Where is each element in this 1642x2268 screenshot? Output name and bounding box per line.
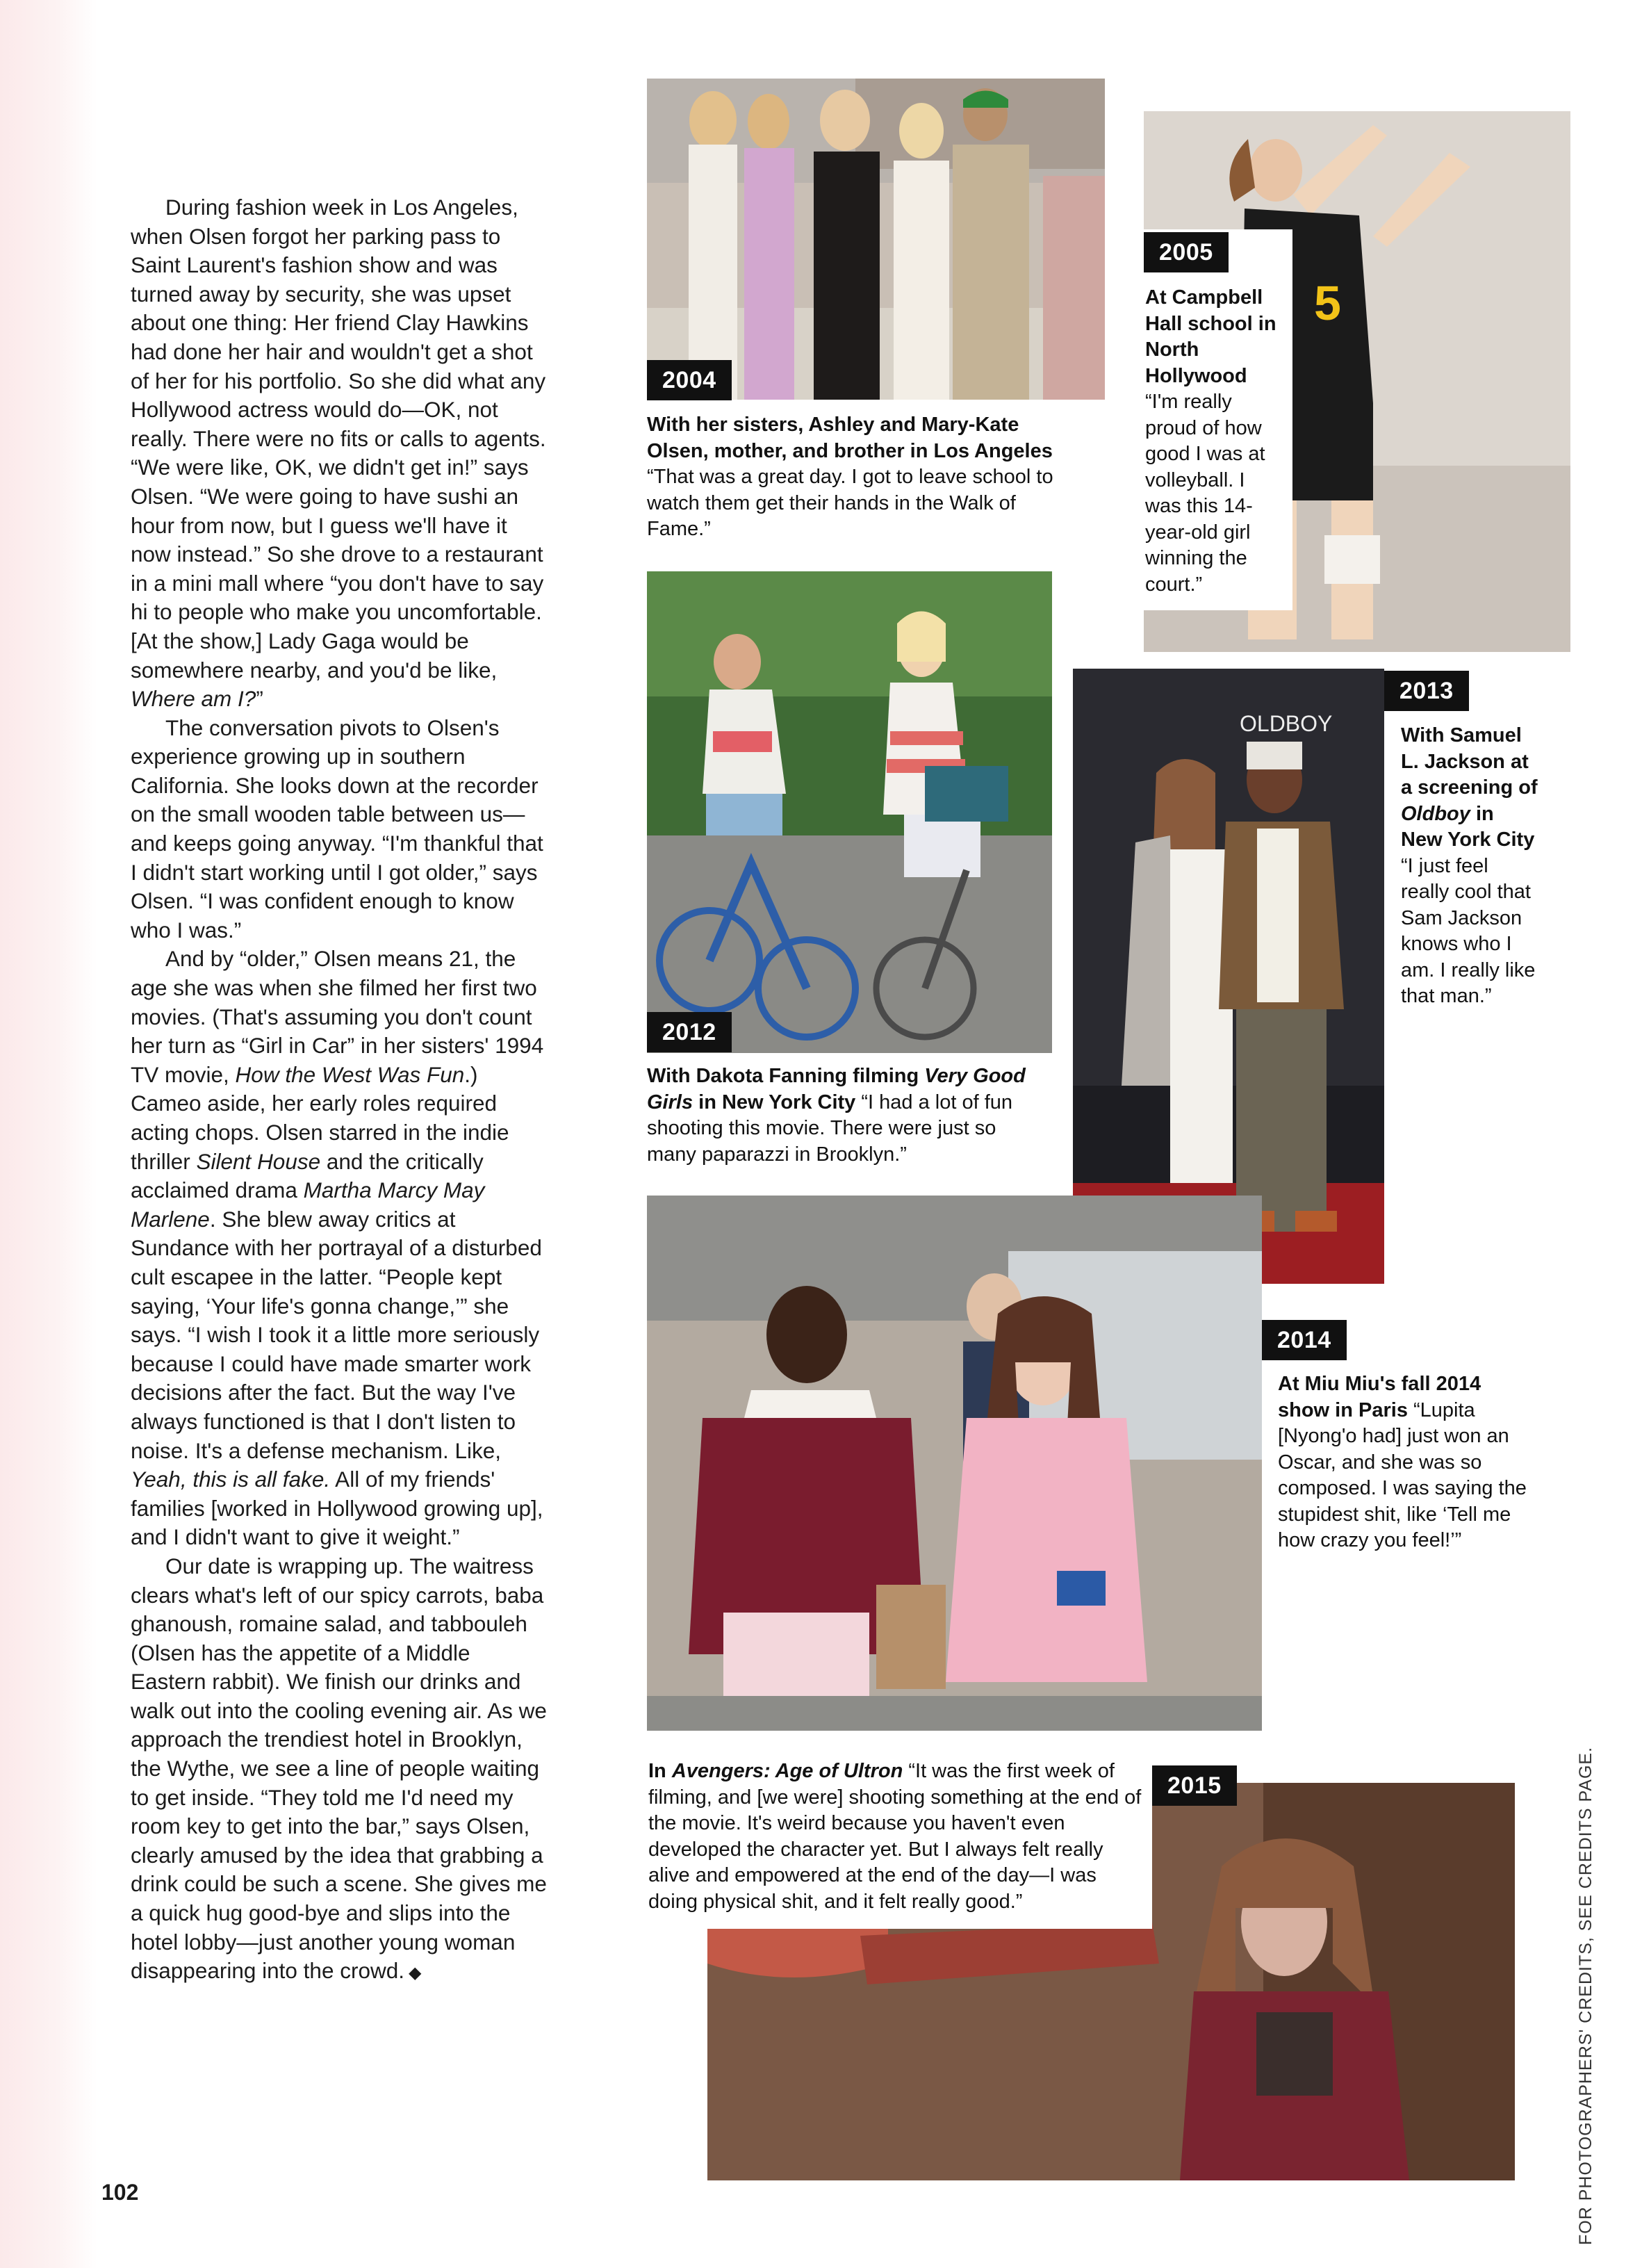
year-badge-2005: 2005 (1144, 232, 1229, 272)
caption-2012-lead: With Dakota Fanning filming Very Good Girls in New York City (647, 1065, 1026, 1113)
page-number: 102 (101, 2180, 139, 2205)
year-badge-2013: 2013 (1384, 671, 1469, 711)
article-body (131, 193, 550, 1988)
year-badge-2012: 2012 (647, 1012, 732, 1052)
page-margin-tint (0, 0, 97, 2268)
caption-2005: At Campbell Hall school in North Hollywood “I'm really proud of how good I was at volleyball. I was this 14-year-old girl winning the court.” (1145, 285, 1284, 598)
article-paragraph-2: The conversation pivots to Olsen's experience growing up in southern California. She looks down at the recorder on the small wooden table between us—and keeps going anyway. “I'm thankful that I didn't start working until I got older,” says Olsen. “I was confident enough to know who I was.” (131, 715, 543, 943)
photo-2012-bicycles (647, 571, 1052, 1053)
photo-2013-oldboy-screening (1073, 669, 1384, 1284)
caption-2014: At Miu Miu's fall 2014 show in Paris “Lupita [Nyong'o had] just won an Oscar, and she was so composed. I was saying the stupidest shit, like ‘Tell me how crazy you feel!’” (1278, 1371, 1535, 1554)
caption-2015: In Avengers: Age of Ultron “It was the first week of filming, and [we were] shooting something at the end of the movie. It's weird because you haven't even developed the character yet. But I always felt really alive and empowered at the end of the day—I was doing physical shit, and it felt really good.” (648, 1759, 1143, 1915)
year-badge-2014: 2014 (1262, 1320, 1347, 1360)
article-paragraph-4: Our date is wrapping up. The waitress clears what's left of our spicy carrots, baba ghanoush, romaine salad, and tabbouleh (Olsen has the appetite of a Middle Eastern rabbit). We finish our drinks and walk out into the cooling evening air. As we approach the trendiest hotel in Brooklyn, the Wythe, we see a line of people waiting to get inside. “They told me I'd need my room key to get into the bar,” says Olsen, clearly amused by the idea that grabbing a drink could be such a scene. She gives me a quick hug good-bye and slips into the hotel lobby—just another young woman disappearing into the crowd. ◆ (131, 1553, 547, 1984)
caption-2013: With Samuel L. Jackson at a screening of Oldboy in New York City “I just feel really cool that Sam Jackson knows who I am. I really like that man.” (1401, 723, 1540, 1010)
caption-2015-lead: In Avengers: Age of Ultron (648, 1760, 903, 1782)
article-paragraph-1: During fashion week in Los Angeles, when Olsen forgot her parking pass to Saint Laurent's fashion show and was turned away by security, she was upset about one thing: Her friend Clay Hawkins had done her hair and wouldn't get a shot of her for his portfolio. So she did what any Hollywood actress would do—OK, not really. There were no fits or calls to agents. “We were like, OK, we didn't get in!” says Olsen. “We were going to have sushi an hour from now, but I guess we'll have it now instead.” So she drove to a restaurant in a mini mall where “you don't have to say hi to people who make you uncomfortable. [At the show,] Lady Gaga would be somewhere nearby, and you'd be like, Where am I?” (131, 195, 546, 712)
photo-2004-walk-of-fame (647, 79, 1105, 400)
photo-credits-note: FOR PHOTOGRAPHERS' CREDITS, SEE CREDITS PAGE. (1576, 1746, 1595, 2245)
svg-text:5: 5 (1314, 276, 1341, 330)
end-mark-icon: ◆ (409, 1964, 422, 1983)
caption-2012: With Dakota Fanning filming Very Good Girls in New York City “I had a lot of fun shooting this movie. There were just so many paparazzi in Brooklyn.” (647, 1063, 1043, 1168)
photo-2014-miu-miu-show (647, 1196, 1262, 1731)
caption-2013-lead: With Samuel L. Jackson at a screening of Oldboy in New York City (1401, 724, 1538, 851)
year-badge-2004: 2004 (647, 360, 732, 400)
article-paragraph-3: And by “older,” Olsen means 21, the age she was when she filmed her first two movies. (That's assuming you don't count her turn as “Girl in Car” in her sisters' 1994 TV movie, How the West Was Fun.) Cameo aside, her early roles required acting chops. Olsen starred in the indie thriller Silent House and the critically acclaimed drama Martha Marcy May Marlene. She blew away critics at Sundance with her portrayal of a disturbed cult escapee in the latter. “People kept saying, ‘Your life's gonna change,’” she says. “I wish I took it a little more seriously because I could have made smarter work decisions after the fact. But the way I've always functioned is that I don't listen to noise. It's a defense mechanism. Like, Yeah, this is all fake. All of my friends' families [worked in Hollywood growing up], and I didn't want to give it weight.” (131, 946, 544, 1550)
year-badge-2015: 2015 (1152, 1765, 1237, 1806)
caption-2004: With her sisters, Ashley and Mary-Kate Olsen, mother, and brother in Los Angeles “That was a great day. I got to leave school to watch them get their hands in the Walk of Fame.” (647, 412, 1057, 543)
svg-text:OLDBOY: OLDBOY (1240, 711, 1333, 736)
